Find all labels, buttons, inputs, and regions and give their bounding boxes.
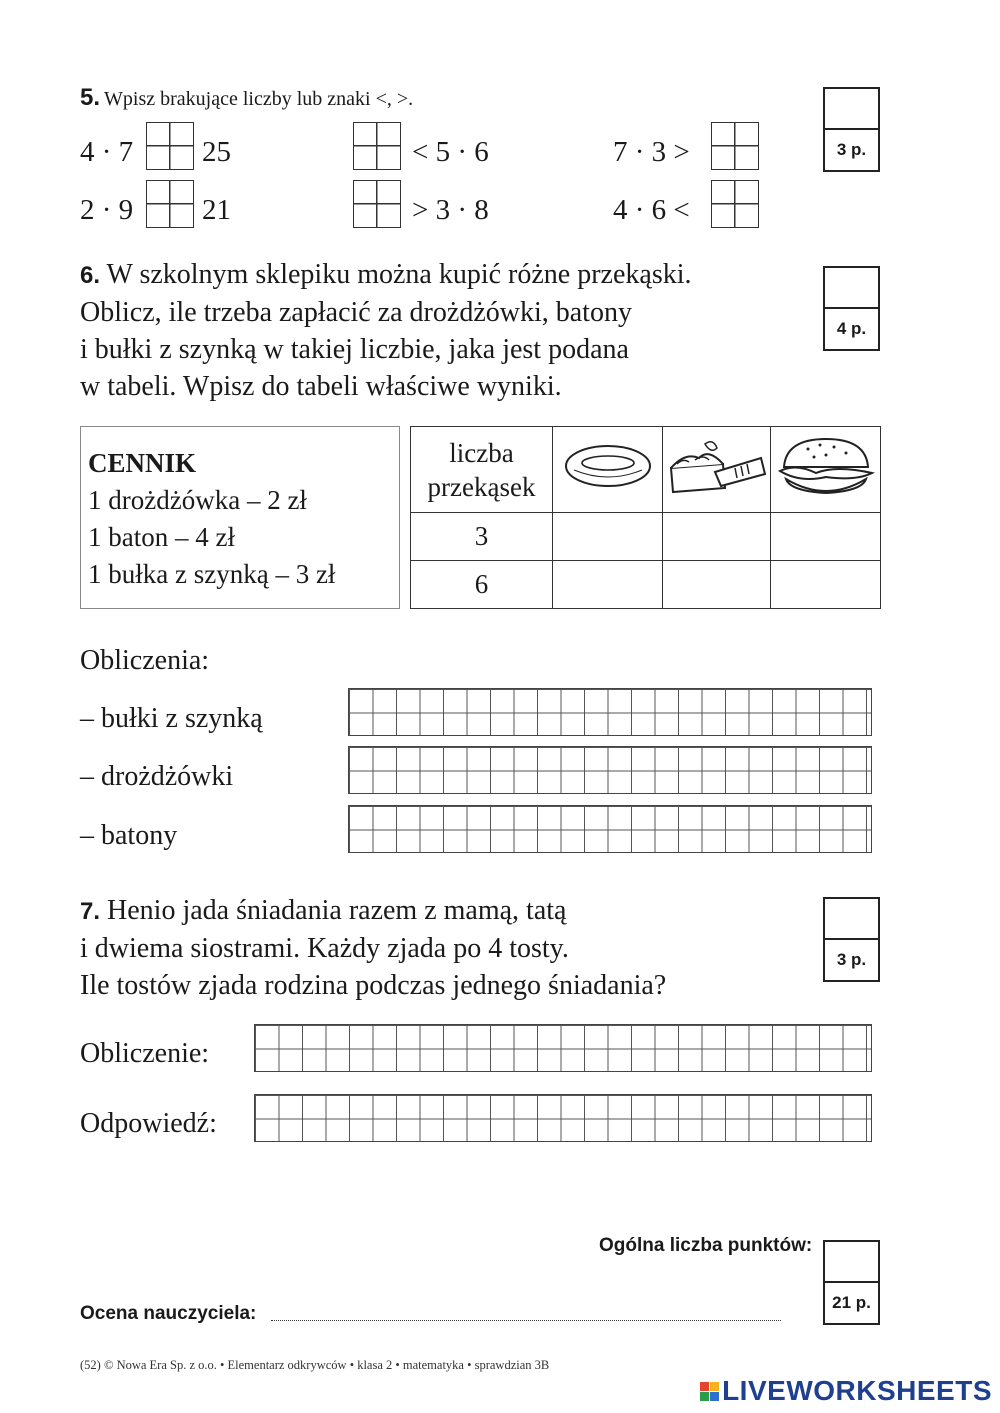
task6-line: i bułki z szynką w takiej liczbie, jaka jest podana: [80, 334, 629, 365]
expr-lt-5x6: < 5 · 6: [412, 136, 489, 168]
task7-line: Ile tostów zjada rodzina podczas jednego śniadania?: [80, 970, 667, 1001]
calc-grid-ham-buns[interactable]: [348, 688, 872, 736]
task5-score-box: [823, 87, 880, 172]
task6-line: w tabeli. Wpisz do tabeli właściwe wyniki.: [80, 371, 562, 402]
calc-item-label: – drożdżówki: [80, 761, 234, 792]
score-entry-field[interactable]: [825, 89, 878, 130]
answer-cell[interactable]: [711, 122, 759, 170]
expr-7x3-gt: 7 · 3 >: [613, 136, 690, 168]
candy-bar-icon: [665, 434, 769, 498]
liveworksheets-text: LIVEWORKSHEETS: [722, 1375, 992, 1406]
task6-number: 6.: [80, 262, 101, 289]
table-header: [411, 427, 553, 513]
points-label: 21 p.: [832, 1293, 871, 1312]
task5-instruction: Wpisz brakujące liczby lub znaki <, >.: [104, 88, 414, 110]
answer-cell[interactable]: [353, 180, 401, 228]
answer-cell[interactable]: [711, 180, 759, 228]
total-score-box: [823, 1240, 880, 1325]
expr-25: 25: [202, 136, 231, 168]
answer-cell[interactable]: [146, 122, 194, 170]
price-item: 1 drożdżówka – 2 zł: [88, 485, 307, 515]
task5-number: 5.: [80, 84, 101, 111]
price-list-title: CENNIK: [88, 448, 197, 478]
task6-line: Oblicz, ile trzeba zapłacić za drożdżówki, batony: [80, 297, 632, 328]
task7-number: 7.: [80, 898, 101, 925]
task7-score-box: [823, 897, 880, 982]
task6-score-box: [823, 266, 880, 351]
points-label: 3 p.: [836, 950, 867, 969]
expr-2x9: 2 · 9: [80, 194, 134, 226]
liveworksheets-icon: [700, 1382, 719, 1401]
answer-grid[interactable]: [254, 1094, 872, 1142]
header-line: liczba: [449, 437, 514, 468]
calc-grid-bars[interactable]: [348, 805, 872, 853]
points-label: 3 p.: [836, 140, 867, 159]
task6-line: W szkolnym sklepiku można kupić różne przekąski.: [106, 259, 692, 290]
calc-item-label: – batony: [80, 820, 178, 851]
score-entry-field[interactable]: [825, 899, 878, 940]
task7-text: [80, 892, 666, 1004]
answer-cell[interactable]: [663, 513, 771, 561]
calc-item-label: – bułki z szynką: [80, 703, 263, 734]
price-list: [80, 426, 400, 609]
answer-cell[interactable]: [353, 122, 401, 170]
task7-line: i dwiema siostrami. Każdy zjada po 4 tosty.: [80, 933, 569, 964]
expr-gt-3x8: > 3 · 8: [412, 194, 489, 226]
snack-table: [410, 426, 881, 609]
donut-icon: [560, 440, 656, 492]
calculation-grid[interactable]: [254, 1024, 872, 1072]
answer-cell[interactable]: [146, 180, 194, 228]
count-cell: 3: [411, 513, 553, 561]
calculation-label: Obliczenie:: [80, 1038, 210, 1069]
teacher-grade-label: Ocena nauczyciela:: [80, 1303, 257, 1324]
donut-cell: [553, 427, 663, 513]
score-entry-field[interactable]: [825, 268, 878, 309]
answer-cell[interactable]: [663, 561, 771, 609]
answer-cell[interactable]: [771, 513, 881, 561]
task7-line: Henio jada śniadania razem z mamą, tatą: [107, 895, 567, 926]
count-cell: 6: [411, 561, 553, 609]
calculations-label: Obliczenia:: [80, 645, 210, 676]
task5-header: [80, 84, 413, 112]
score-entry-field[interactable]: [825, 1242, 878, 1283]
ham-bun-icon: [776, 433, 876, 499]
task6-text: [80, 256, 820, 405]
expr-4x6-lt: 4 · 6 <: [613, 194, 690, 226]
answer-label: Odpowiedź:: [80, 1108, 217, 1139]
teacher-grade-line[interactable]: [271, 1320, 781, 1321]
answer-cell[interactable]: [771, 561, 881, 609]
header-line: przekąsek: [427, 471, 536, 502]
total-points-label: Ogólna liczba punktów:: [599, 1235, 813, 1256]
bun-cell: [771, 427, 881, 513]
points-label: 4 p.: [836, 319, 867, 338]
calc-grid-buns[interactable]: [348, 746, 872, 794]
bar-cell: [663, 427, 771, 513]
answer-cell[interactable]: [553, 561, 663, 609]
footer-copyright: (52) © Nowa Era Sp. z o.o. • Elementarz odkrywców • klasa 2 • matematyka • sprawdzian 3B: [80, 1358, 550, 1372]
expr-21: 21: [202, 194, 231, 226]
answer-cell[interactable]: [553, 513, 663, 561]
price-item: 1 bułka z szynką – 3 zł: [88, 559, 336, 589]
liveworksheets-logo: [700, 1375, 992, 1407]
expr-4x7: 4 · 7: [80, 136, 134, 168]
price-item: 1 baton – 4 zł: [88, 522, 235, 552]
